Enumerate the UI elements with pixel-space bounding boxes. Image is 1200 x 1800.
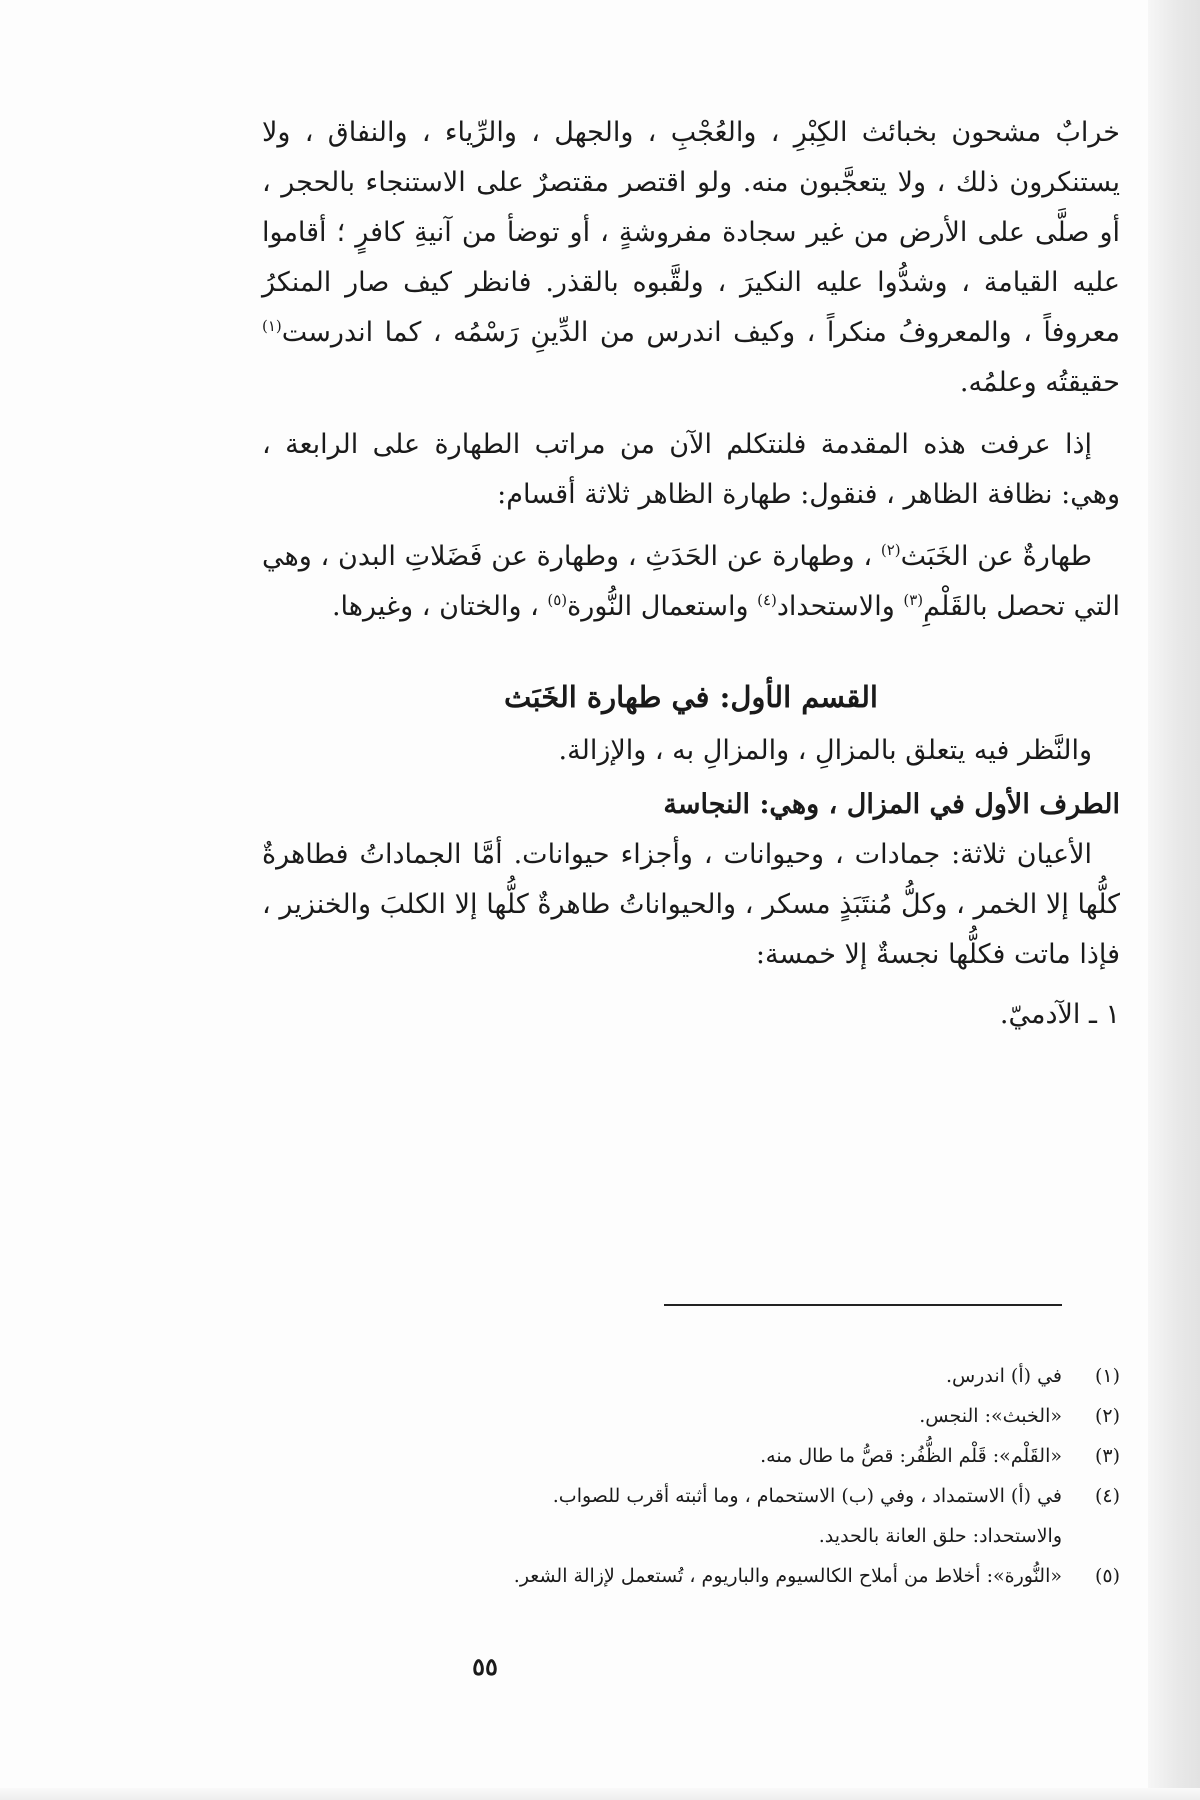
- footnote-text: في (أ) اندرس.: [945, 1365, 1062, 1387]
- page-gutter-shadow: [1148, 0, 1200, 1800]
- paragraph-text: ، وطهارة عن الحَدَثِ ، وطهارة عن فَضَلاتِ البدن ، وهي التي تحصل بالقَلْمِ: [262, 541, 1120, 622]
- footnote-ref-4[interactable]: (٤): [757, 591, 777, 609]
- footnote-1: [262, 1356, 1120, 1396]
- page-number: ٥٥: [472, 1652, 498, 1681]
- footnote-text: «الخبث»: النجس.: [919, 1405, 1062, 1427]
- footnote-2: [262, 1396, 1120, 1436]
- paragraph-4: والنَّظر فيه يتعلق بالمزالِ ، والمزالِ به ، والإزالة.: [558, 735, 1092, 766]
- section-heading: القسم الأول: في طهارة الخَبَث: [504, 680, 878, 714]
- main-text: [262, 108, 1120, 1040]
- footnote-separator: [664, 1304, 1062, 1306]
- footnote-4-continuation: والاستحداد: حلق العانة بالحديد.: [818, 1525, 1062, 1547]
- page-bottom-edge: [0, 1788, 1200, 1800]
- paragraph-1: [262, 108, 1120, 408]
- subsection-heading: الطرف الأول في المزال ، وهي: النجاسة: [663, 789, 1120, 820]
- footnote-number: (٣): [1094, 1445, 1120, 1467]
- footnote-ref-5[interactable]: (٥): [547, 591, 568, 609]
- paragraph-5: الأعيان ثلاثة: جمادات ، وحيوانات ، وأجزاء حيوانات. أمَّا الجماداتُ فطاهرةٌ كلُّها إلا الخمر ، وكلُّ مُنتَبَذٍ مسكر ، والحيواناتُ طاهرةٌ كلُّها إلا الكلبَ والخنزير ، فإذا ماتت فكلُّها نجسةٌ إلا خمسة:: [262, 839, 1120, 970]
- paragraph-text: حقيقتُه وعلمُه.: [959, 367, 1120, 398]
- footnote-5: [262, 1556, 1120, 1596]
- footnote-ref-1[interactable]: (١): [262, 317, 282, 335]
- paragraph-text: والاستحداد: [776, 591, 904, 622]
- footnote-text: «النُّورة»: أخلاط من أملاح الكالسيوم والباريوم ، تُستعمل لإزالة الشعر.: [513, 1565, 1062, 1587]
- paragraph-2: إذا عرفت هذه المقدمة فلنتكلم الآن من مراتب الطهارة على الرابعة ، وهي: نظافة الظاهر ، فنقول: طهارة الظاهر ثلاثة أقسام:: [262, 429, 1120, 510]
- footnote-number: (٤): [1094, 1485, 1120, 1507]
- footnote-number: (١): [1094, 1365, 1120, 1387]
- paragraph-3: [262, 532, 1120, 632]
- footnote-text: في (أ) الاستمداد ، وفي (ب) الاستحمام ، وما أثبته أقرب للصواب.: [552, 1485, 1062, 1507]
- footnote-3: [262, 1436, 1120, 1476]
- footnote-ref-3[interactable]: (٣): [903, 591, 924, 609]
- footnote-4: [262, 1476, 1120, 1516]
- footnote-number: (٢): [1094, 1405, 1120, 1427]
- footnotes: [262, 1356, 1120, 1596]
- footnote-number: (٥): [1094, 1565, 1120, 1587]
- footnote-text: «القَلْم»: قَلْم الظُّفُر: قصُّ ما طال منه.: [760, 1445, 1062, 1467]
- paragraph-text: خرابٌ مشحون بخبائث الكِبْرِ ، والعُجْبِ ، والجهل ، والرِّياء ، والنفاق ، ولا يستنكرون ذلك ، ولا يتعجَّبون منه. ولو اقتصر مقتصرٌ على الاستنجاء بالحجر ، أو صلَّى على الأرض من غير سجادة مفروشةٍ ، أو توضأ من آنيةِ كافرٍ ؛ أقاموا عليه القيامة ، وشدُّوا عليه النكيرَ ، ولقَّبوه بالقذر. فانظر كيف صار المنكرُ معروفاً ، والمعروفُ منكراً ، وكيف اندرس من الدِّينِ رَسْمُه ، كما اندرست: [262, 117, 1120, 348]
- paragraph-text: ، والختان ، وغيرها.: [331, 591, 548, 622]
- footnote-ref-2[interactable]: (٢): [880, 541, 901, 559]
- numbered-item-1: ١ ـ الآدميّ.: [999, 999, 1120, 1030]
- paragraph-text: واستعمال النُّورة: [567, 591, 758, 622]
- paragraph-text: طهارةٌ عن الخَبَث: [900, 541, 1092, 572]
